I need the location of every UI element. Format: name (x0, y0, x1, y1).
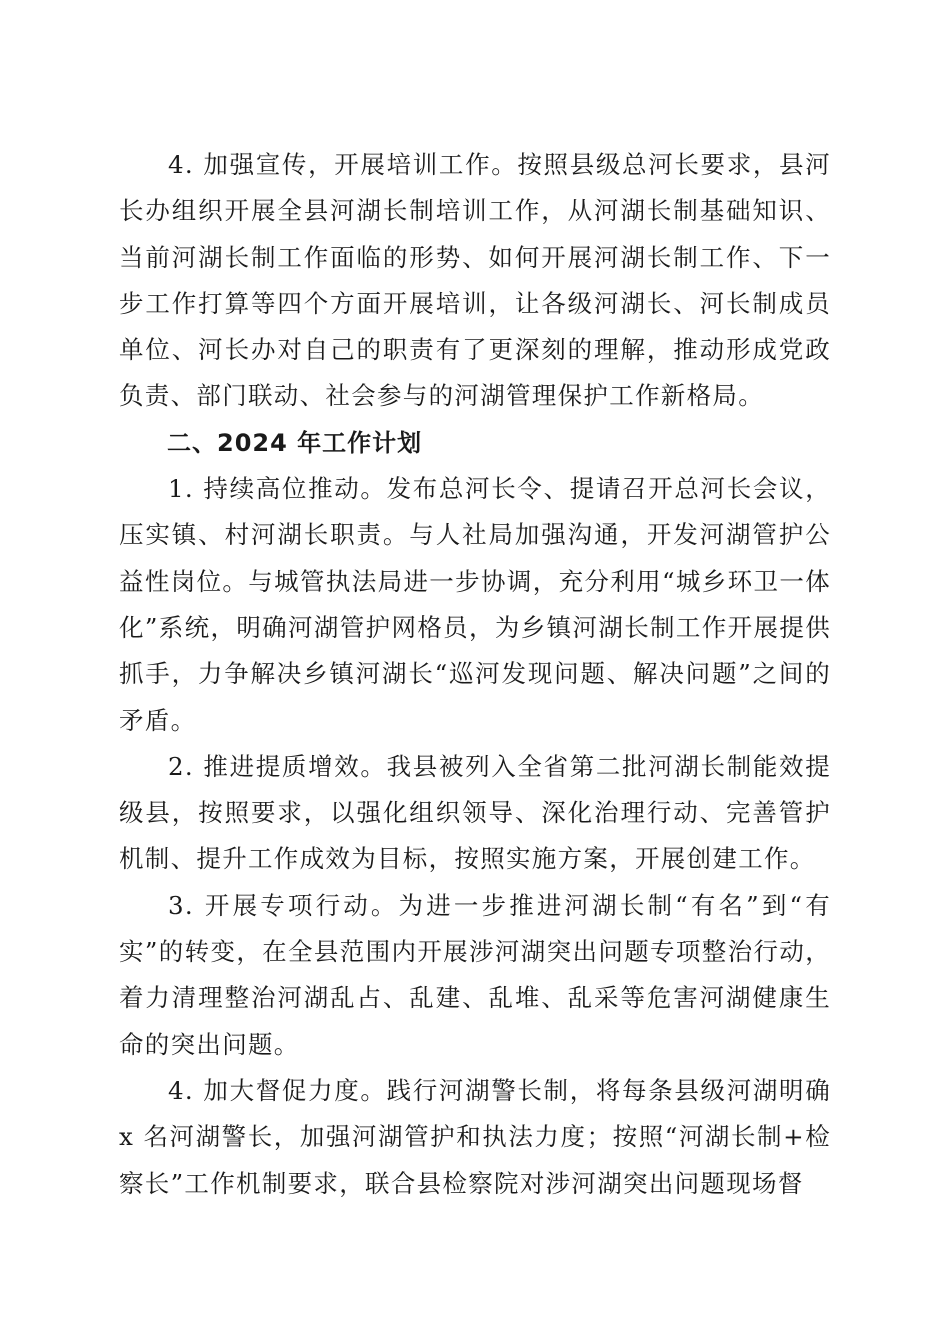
document-page (119, 142, 831, 1207)
plan-item-3: 3. 开展专项行动。为进一步推进河湖长制“有名”到“有实”的转变，在全县范围内开展涉河湖突出问题专项整治行动，着力清理整治河湖乱占、乱建、乱堆、乱采等危害河湖健康生命的突出问题。 (119, 890, 832, 1059)
plan-item-4: 4. 加大督促力度。践行河湖警长制，将每条县级河湖明确 x 名河湖警长，加强河湖管护和执法力度；按照“河湖长制+检察长”工作机制要求，联合县检察院对涉河湖突出问题现场督 (119, 1075, 831, 1198)
plan-item-2: 2. 推进提质增效。我县被列入全省第二批河湖长制能效提级县，按照要求，以强化组织领导、深化治理行动、完善管护机制、提升工作成效为目标，按照实施方案，开展创建工作。 (119, 751, 831, 874)
paragraph-training: 4. 加强宣传，开展培训工作。按照县级总河长要求，县河长办组织开展全县河湖长制培训工作，从河湖长制基础知识、当前河湖长制工作面临的形势、如何开展河湖长制工作、下一步工作打算等四个方面开展培训，让各级河湖长、河长制成员单位、河长办对自己的职责有了更深刻的理解，推动形成党政负责、部门联动、社会参与的河湖管理保护工作新格局。 (119, 150, 831, 411)
section-heading-2024-plan: 二、2024 年工作计划 (167, 428, 423, 457)
plan-item-1: 1. 持续高位推动。发布总河长令、提请召开总河长会议，压实镇、村河湖长职责。与人社局加强沟通，开发河湖管护公益性岗位。与城管执法局进一步协调，充分利用“城乡环卫一体化”系统，明确河湖管护网格员，为乡镇河湖长制工作开展提供抓手，力争解决乡镇河湖长“巡河发现问题、解决问题”之间的矛盾。 (119, 474, 832, 735)
